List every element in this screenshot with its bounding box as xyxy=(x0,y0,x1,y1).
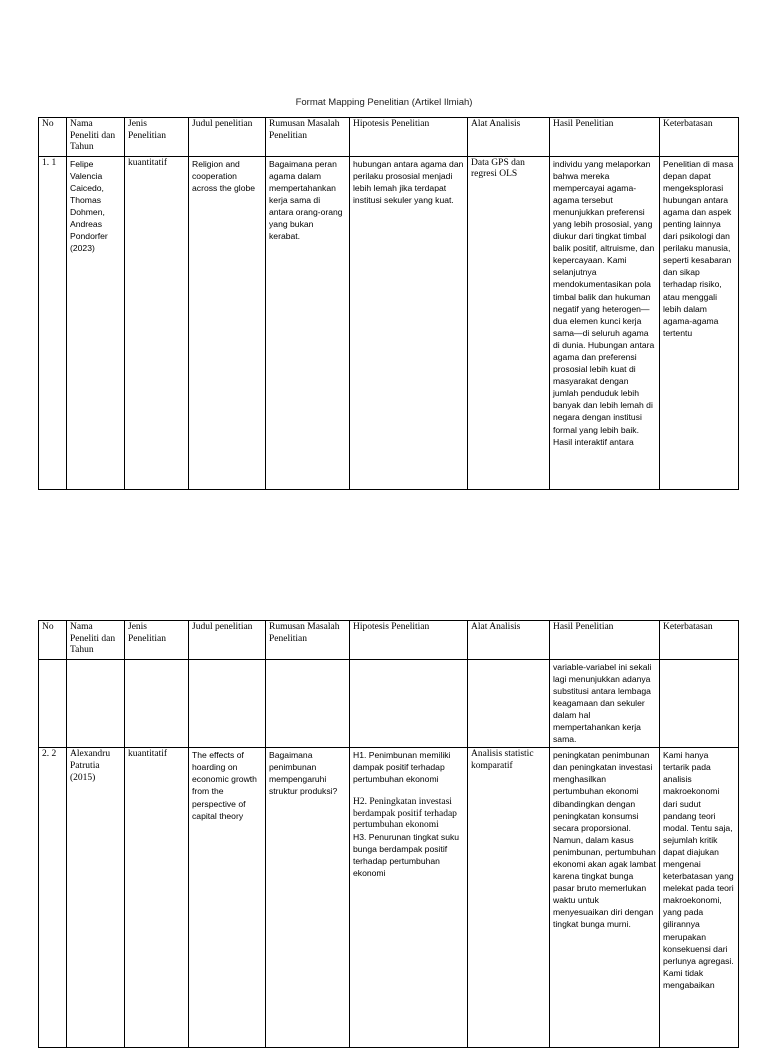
cell-keterbatasan: Penelitian di masa depan dapat mengeksplorasi hubungan antara agama dan aspek penting lainnya dari psikologi dan perilaku manusia, seperti kesabaran dan sikap terhadap risiko, atau menggali lebih dalam agama-agama tertentu xyxy=(660,156,739,489)
cell-rumusan-masalah xyxy=(266,659,350,748)
cell-hasil-penelitian: individu yang melaporkan bahwa mereka mempercayai agama-agama tersebut menunjukkan preferensi yang lebih prososial, yang diukur dari tingkat timbal balik positif, altruisme, dan kepercayaan. Kami selanjutnya mendokumentasikan pola timbal balik dan hukuman negatif yang heterogen—dua elemen kunci kerja sama—di seluruh agama di dunia. Hubungan antara agama dan preferensi prososial lebih kuat di masyarakat dengan jumlah penduduk lebih banyak dan lebih lemah di negara dengan institusi formal yang lebih baik. Hasil interaktif antara xyxy=(550,156,660,489)
table-row xyxy=(39,156,739,489)
cell-jenis-penelitian xyxy=(125,659,189,748)
header-rumusan-masalah: Rumusan Masalah Penelitian xyxy=(266,621,350,660)
cell-judul-penelitian xyxy=(189,659,266,748)
cell-alat-analisis: Analisis statistic komparatif xyxy=(468,748,550,1048)
cell-alat-analisis xyxy=(468,659,550,748)
header-nama-peneliti: Nama Peneliti dan Tahun xyxy=(67,621,125,660)
header-hipotesis: Hipotesis Penelitian xyxy=(350,621,468,660)
cell-judul-penelitian: Religion and cooperation across the globe xyxy=(189,156,266,489)
hipotesis-h3: H3. Penurunan tingkat suku bunga berdampak positif terhadap pertumbuhan ekonomi xyxy=(353,832,460,879)
table-row xyxy=(39,748,739,1048)
header-keterbatasan: Keterbatasan xyxy=(660,621,739,660)
header-no: No xyxy=(39,621,67,660)
cell-hipotesis: hubungan antara agama dan perilaku prososial menjadi lebih lemah jika terdapat institusi sekuler yang kuat. xyxy=(350,156,468,489)
table-row-continuation xyxy=(39,659,739,748)
cell-keterbatasan xyxy=(660,659,739,748)
cell-no: 2. 2 xyxy=(39,748,67,1048)
cell-rumusan-masalah: Bagaimana penimbunan mempengaruhi struktur produksi? xyxy=(266,748,350,1048)
header-hipotesis: Hipotesis Penelitian xyxy=(350,118,468,157)
cell-hipotesis xyxy=(350,748,468,1048)
header-jenis-penelitian: Jenis Penelitian xyxy=(125,118,189,157)
header-alat-analisis: Alat Analisis xyxy=(468,621,550,660)
mapping-table-1 xyxy=(38,117,739,490)
header-hasil-penelitian: Hasil Penelitian xyxy=(550,621,660,660)
hipotesis-h2: H2. Peningkatan investasi berdampak positif terhadap pertumbuhan ekonomi xyxy=(353,797,457,830)
header-hasil-penelitian: Hasil Penelitian xyxy=(550,118,660,157)
cell-alat-analisis: Data GPS dan regresi OLS xyxy=(468,156,550,489)
cell-hasil-penelitian: variable-variabel ini sekali lagi menunjukkan adanya substitusi antara lembaga keagamaan dan sekuler dalam hal mempertahankan kerja sama. xyxy=(550,659,660,748)
cell-no: 1. 1 xyxy=(39,156,67,489)
cell-nama-peneliti xyxy=(67,659,125,748)
cell-no xyxy=(39,659,67,748)
cell-nama-peneliti: Alexandru Patrutia (2015) xyxy=(67,748,125,1048)
cell-hasil-penelitian: peningkatan penimbunan dan peningkatan investasi menghasilkan pertumbuhan ekonomi dibandingkan dengan peningkatan konsumsi secara proporsional. Namun, dalam kasus penimbunan, pertumbuhan ekonomi akan agak lambat karena tingkat bunga pasar bruto memerlukan waktu untuk menyesuaikan diri dengan tingkat bunga murni. xyxy=(550,748,660,1048)
header-rumusan-masalah: Rumusan Masalah Penelitian xyxy=(266,118,350,157)
header-jenis-penelitian: Jenis Penelitian xyxy=(125,621,189,660)
cell-hipotesis xyxy=(350,659,468,748)
cell-nama-peneliti: Felipe Valencia Caicedo, Thomas Dohmen, Andreas Pondorfer (2023) xyxy=(67,156,125,489)
header-keterbatasan: Keterbatasan xyxy=(660,118,739,157)
table-header-row xyxy=(39,118,739,157)
table-header-row xyxy=(39,621,739,660)
cell-keterbatasan: Kami hanya tertarik pada analisis makroekonomi dari sudut pandang teori modal. Tentu saja, sejumlah kritik dapat diajukan mengenai keterbatasan yang melekat pada teori makroekonomi, yang pada gilirannya merupakan konsekuensi dari perlunya agregasi. Kami tidak mengabaikan xyxy=(660,748,739,1048)
header-judul-penelitian: Judul penelitian xyxy=(189,621,266,660)
header-judul-penelitian: Judul penelitian xyxy=(189,118,266,157)
cell-jenis-penelitian: kuantitatif xyxy=(125,748,189,1048)
cell-rumusan-masalah: Bagaimana peran agama dalam mempertahankan kerja sama di antara orang-orang yang bukan kerabat. xyxy=(266,156,350,489)
header-no: No xyxy=(39,118,67,157)
header-nama-peneliti: Nama Peneliti dan Tahun xyxy=(67,118,125,157)
page-title: Format Mapping Penelitian (Artikel Ilmiah) xyxy=(295,97,473,108)
mapping-table-2 xyxy=(38,620,739,1048)
hipotesis-h1: H1. Penimbunan memiliki dampak positif terhadap pertumbuhan ekonomi xyxy=(353,750,451,785)
cell-jenis-penelitian: kuantitatif xyxy=(125,156,189,489)
cell-judul-penelitian: The effects of hoarding on economic growth from the perspective of capital theory xyxy=(189,748,266,1048)
header-alat-analisis: Alat Analisis xyxy=(468,118,550,157)
